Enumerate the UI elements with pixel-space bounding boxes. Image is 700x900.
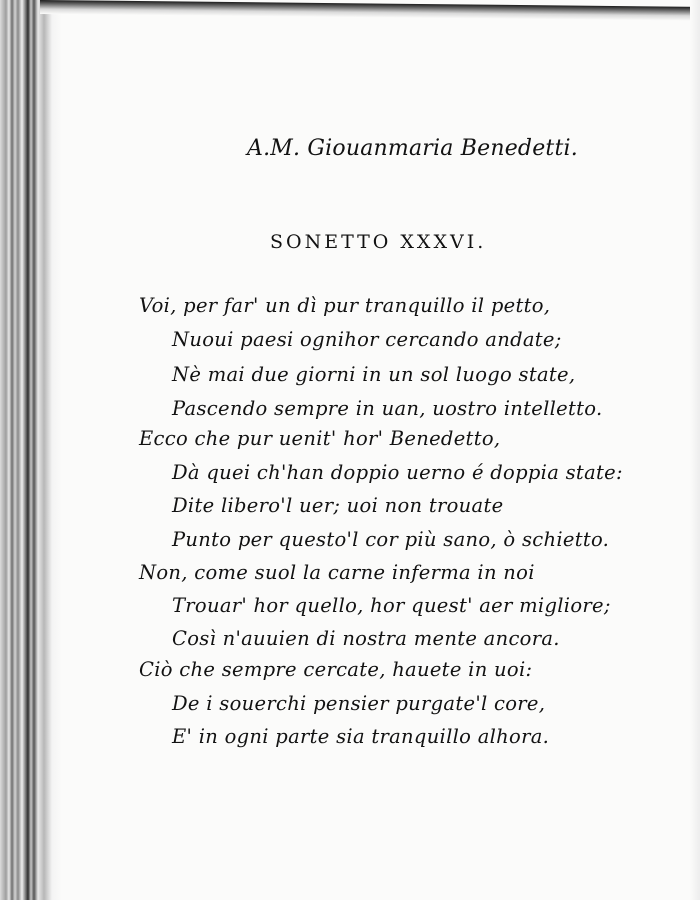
page-top-shadow	[40, 0, 700, 21]
verse-line: Punto per questo'l cor più sano, ò schietto.	[172, 528, 610, 551]
verse-line: Pascendo sempre in uan, uostro intelletto.	[172, 397, 603, 420]
verse-line: Nuoui paesi ognihor cercando andate;	[172, 328, 562, 351]
verse-line: Ecco che pur uenit' hor' Benedetto,	[139, 427, 501, 450]
verse-line: De i souerchi pensier purgate'l core,	[172, 692, 546, 715]
verse-line: Ciò che sempre cercate, hauete in uoi:	[139, 658, 533, 681]
verse-line: Dite libero'l uer; uoi non trouate	[172, 494, 504, 517]
verse-line: Non, come suol la carne inferma in noi	[139, 561, 535, 584]
verse-line: Nè mai due giorni in un sol luogo state,	[172, 363, 576, 386]
verse-line: Dà quei ch'han doppio uerno é doppia state:	[172, 461, 623, 484]
verse-line: Voi, per far' un dì pur tranquillo il petto,	[139, 294, 551, 317]
dedication-heading: A.M. Giouanmaria Benedetti.	[247, 136, 578, 161]
sonnet-title: SONETTO XXXVI.	[270, 231, 487, 253]
verse-line: E' in ogni parte sia tranquillo alhora.	[172, 725, 550, 748]
page-right-edge	[690, 0, 700, 900]
verse-line: Trouar' hor quello, hor quest' aer migliore;	[172, 594, 611, 617]
book-binding-gutter	[0, 0, 62, 900]
verse-line: Così n'auuien di nostra mente ancora.	[172, 627, 560, 650]
